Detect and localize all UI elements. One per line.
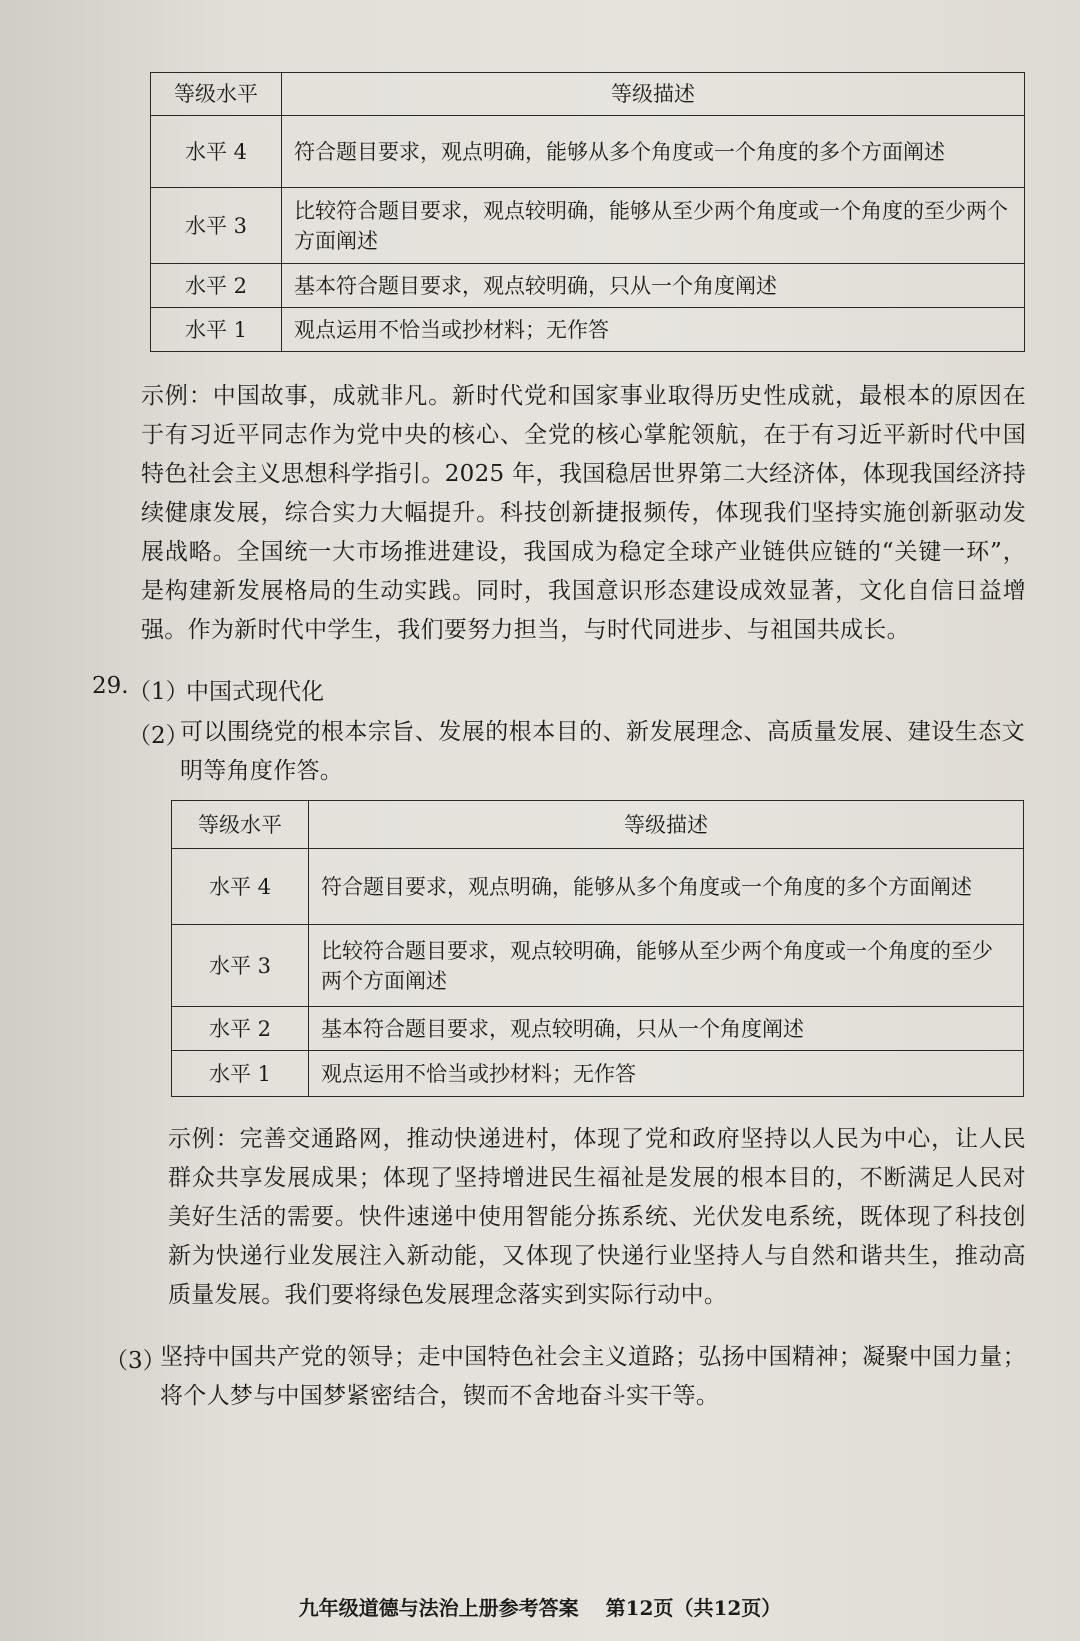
- level-cell: 水平 2: [151, 264, 282, 308]
- footer-title: 九年级道德与法治上册参考答案: [298, 1596, 579, 1620]
- level-cell: 水平 3: [172, 925, 309, 1007]
- desc-cell: 观点运用不恰当或抄材料；无作答: [282, 308, 1025, 352]
- desc-cell: 观点运用不恰当或抄材料；无作答: [309, 1051, 1024, 1097]
- table-row: [172, 1007, 1024, 1051]
- desc-cell: 符合题目要求，观点明确，能够从多个角度或一个角度的多个方面阐述: [282, 116, 1025, 188]
- table-header-row: [151, 73, 1025, 116]
- table-row: [151, 188, 1025, 264]
- table-row: [172, 849, 1024, 925]
- question-number: 29.: [92, 673, 129, 699]
- desc-cell: 符合题目要求，观点明确，能够从多个角度或一个角度的多个方面阐述: [309, 849, 1024, 925]
- table-row: [172, 925, 1024, 1007]
- footer-page-number: 第12页（共12页）: [605, 1596, 782, 1620]
- level-cell: 水平 2: [172, 1007, 309, 1051]
- part-3-label: （3）: [105, 1348, 166, 1374]
- table-header-row: [172, 801, 1024, 849]
- level-cell: 水平 1: [172, 1051, 309, 1097]
- header-desc: 等级描述: [309, 801, 1024, 849]
- table-row: [151, 116, 1025, 188]
- grade-table-2: [171, 800, 1024, 1097]
- page-footer: [0, 1592, 1080, 1621]
- desc-cell: 比较符合题目要求，观点较明确，能够从至少两个角度或一个角度的至少两个方面阐述: [282, 188, 1025, 264]
- header-level: 等级水平: [172, 801, 309, 849]
- level-cell: 水平 4: [151, 116, 282, 188]
- desc-cell: 基本符合题目要求，观点较明确，只从一个角度阐述: [282, 264, 1025, 308]
- table-row: [151, 264, 1025, 308]
- header-level: 等级水平: [151, 73, 282, 116]
- level-cell: 水平 3: [151, 188, 282, 264]
- part-2-label: （2）: [128, 723, 189, 749]
- part-3-answer: 坚持中国共产党的领导；走中国特色社会主义道路；弘扬中国精神；凝聚中国力量；将个人梦与中国梦紧密结合，锲而不舍地奋斗实干等。: [160, 1344, 1026, 1409]
- table-row: [172, 1051, 1024, 1097]
- level-cell: 水平 4: [172, 849, 309, 925]
- example-paragraph-2: 示例：完善交通路网，推动快递进村，体现了党和政府坚持以人民为中心，让人民群众共享发展成果；体现了坚持增进民生福祉是发展的根本目的，不断满足人民对美好生活的需要。快件速递中使用智能分拣系统、光伏发电系统，既体现了科技创新为快递行业发展注入新动能，又体现了快递行业坚持人与自然和谐共生，推动高质量发展。我们要将绿色发展理念落实到实际行动中。: [168, 1126, 1026, 1308]
- desc-cell: 基本符合题目要求，观点较明确，只从一个角度阐述: [309, 1007, 1024, 1051]
- part-1-label: （1）: [128, 679, 189, 705]
- example-paragraph-1: 示例：中国故事，成就非凡。新时代党和国家事业取得历史性成就，最根本的原因在于有习近平同志作为党中央的核心、全党的核心掌舵领航，在于有习近平新时代中国特色社会主义思想科学指引。2025 年，我国稳居世界第二大经济体，体现我国经济持续健康发展，综合实力大幅提升。科技创新捷报频传，体现我们坚持实施创新驱动发展战略。全国统一大市场推进建设，我国成为稳定全球产业链供应链的“关键一环”，是构建新发展格局的生动实践。同时，我国意识形态建设成效显著，文化自信日益增强。作为新时代中学生，我们要努力担当，与时代同进步、与祖国共成长。: [141, 383, 1026, 643]
- part-1-answer: 中国式现代化: [186, 679, 324, 705]
- header-desc: 等级描述: [282, 73, 1025, 116]
- part-2-answer: 可以围绕党的根本宗旨、发展的根本目的、新发展理念、高质量发展、建设生态文明等角度作答。: [180, 719, 1025, 784]
- level-cell: 水平 1: [151, 308, 282, 352]
- table-row: [151, 308, 1025, 352]
- desc-cell: 比较符合题目要求，观点较明确，能够从至少两个角度或一个角度的至少两个方面阐述: [309, 925, 1024, 1007]
- grade-table-1: [150, 72, 1025, 352]
